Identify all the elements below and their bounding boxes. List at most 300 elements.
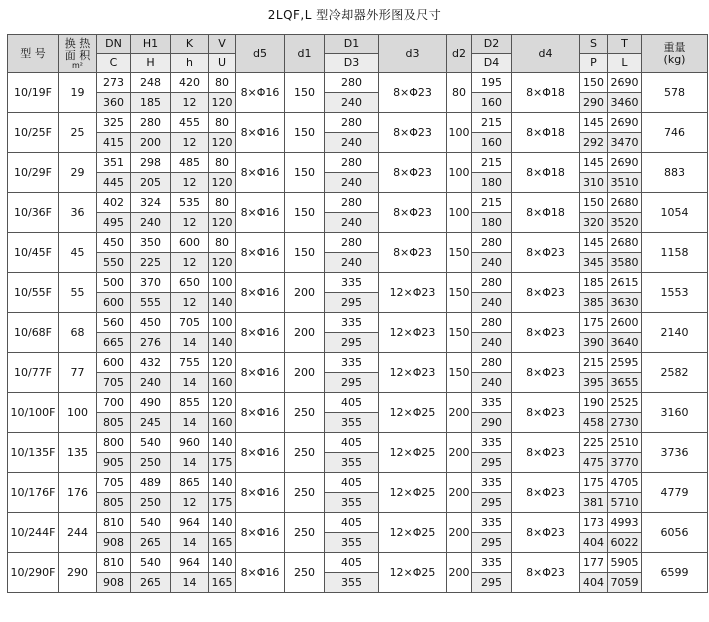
- cell-s: 215: [580, 353, 608, 373]
- cell-p: 381: [580, 493, 608, 513]
- cell-D3: 355: [325, 493, 379, 513]
- cell-s: 145: [580, 113, 608, 133]
- cell-D4: 295: [472, 533, 512, 553]
- cell-area: 19: [59, 73, 97, 113]
- cell-s: 175: [580, 473, 608, 493]
- header-u: U: [209, 54, 236, 73]
- table-row: [8, 573, 708, 593]
- cell-s: 150: [580, 193, 608, 213]
- cell-u: 160: [209, 373, 236, 393]
- cell-weight: 2582: [642, 353, 708, 393]
- cell-area: 244: [59, 513, 97, 553]
- cell-l: 3520: [608, 213, 642, 233]
- cell-model: 10/68F: [8, 313, 59, 353]
- cell-D4: 295: [472, 573, 512, 593]
- cell-u: 120: [209, 93, 236, 113]
- cell-s: 225: [580, 433, 608, 453]
- cell-t: 2680: [608, 193, 642, 213]
- cell-D2: 280: [472, 353, 512, 373]
- cell-hh: 12: [171, 293, 209, 313]
- cell-p: 395: [580, 373, 608, 393]
- cell-area: 290: [59, 553, 97, 593]
- cell-D4: 180: [472, 173, 512, 193]
- cell-area: 25: [59, 113, 97, 153]
- cell-dn: 402: [97, 193, 131, 213]
- cell-d1: 200: [285, 313, 325, 353]
- cell-D4: 240: [472, 293, 512, 313]
- cell-k: 960: [171, 433, 209, 453]
- cell-d5: 8×Φ16: [236, 353, 285, 393]
- header-v: V: [209, 35, 236, 54]
- cell-s: 175: [580, 313, 608, 333]
- header-area-unit: m²: [72, 60, 83, 70]
- header-area-line1: 换 热: [64, 36, 91, 50]
- cell-hh: 12: [171, 173, 209, 193]
- cell-h1: 280: [131, 113, 171, 133]
- cell-c: 805: [97, 413, 131, 433]
- cell-dn: 560: [97, 313, 131, 333]
- cell-v: 100: [209, 313, 236, 333]
- header-d5: d5: [236, 35, 285, 73]
- cell-D4: 160: [472, 93, 512, 113]
- cell-h: 185: [131, 93, 171, 113]
- cell-D3: 240: [325, 133, 379, 153]
- cell-v: 100: [209, 273, 236, 293]
- cell-d5: 8×Φ16: [236, 233, 285, 273]
- cell-v: 140: [209, 553, 236, 573]
- header-l: L: [608, 54, 642, 73]
- cell-dn: 500: [97, 273, 131, 293]
- cell-s: 190: [580, 393, 608, 413]
- cell-h: 200: [131, 133, 171, 153]
- cell-k: 455: [171, 113, 209, 133]
- cell-D1: 280: [325, 193, 379, 213]
- table-row: [8, 293, 708, 313]
- cell-s: 145: [580, 153, 608, 173]
- cell-v: 120: [209, 393, 236, 413]
- cell-d4: 8×Φ23: [512, 353, 580, 393]
- cell-hh: 14: [171, 573, 209, 593]
- cell-D2: 335: [472, 393, 512, 413]
- cell-c: 665: [97, 333, 131, 353]
- header-d4: d4: [512, 35, 580, 73]
- cell-dn: 351: [97, 153, 131, 173]
- cell-D1: 335: [325, 353, 379, 373]
- cell-hh: 12: [171, 493, 209, 513]
- cell-dn: 810: [97, 513, 131, 533]
- cell-d1: 250: [285, 393, 325, 433]
- cell-l: 3510: [608, 173, 642, 193]
- cell-p: 458: [580, 413, 608, 433]
- cell-t: 2680: [608, 233, 642, 253]
- cell-d1: 150: [285, 233, 325, 273]
- cell-l: 3655: [608, 373, 642, 393]
- cell-p: 320: [580, 213, 608, 233]
- cell-D4: 240: [472, 253, 512, 273]
- cell-model: 10/100F: [8, 393, 59, 433]
- cell-area: 45: [59, 233, 97, 273]
- cell-D1: 280: [325, 73, 379, 93]
- table-row: [8, 513, 708, 533]
- cell-D2: 280: [472, 233, 512, 253]
- cell-c: 415: [97, 133, 131, 153]
- cell-v: 140: [209, 513, 236, 533]
- cell-d5: 8×Φ16: [236, 193, 285, 233]
- cell-weight: 883: [642, 153, 708, 193]
- cell-s: 177: [580, 553, 608, 573]
- cell-v: 80: [209, 233, 236, 253]
- cell-p: 290: [580, 93, 608, 113]
- cell-d3: 12×Φ25: [379, 433, 447, 473]
- cell-v: 80: [209, 113, 236, 133]
- cell-k: 964: [171, 553, 209, 573]
- cell-d3: 12×Φ25: [379, 513, 447, 553]
- cell-d3: 12×Φ23: [379, 273, 447, 313]
- cell-dn: 273: [97, 73, 131, 93]
- cell-dn: 810: [97, 553, 131, 573]
- cell-s: 173: [580, 513, 608, 533]
- cell-k: 485: [171, 153, 209, 173]
- cell-d5: 8×Φ16: [236, 153, 285, 193]
- cell-area: 68: [59, 313, 97, 353]
- cell-area: 176: [59, 473, 97, 513]
- table-row: [8, 533, 708, 553]
- cell-u: 175: [209, 493, 236, 513]
- cell-D1: 405: [325, 513, 379, 533]
- cell-D3: 240: [325, 253, 379, 273]
- header-d2: d2: [447, 35, 472, 73]
- cell-d5: 8×Φ16: [236, 273, 285, 313]
- cell-D2: 280: [472, 313, 512, 333]
- cell-v: 80: [209, 73, 236, 93]
- header-h: H: [131, 54, 171, 73]
- cell-model: 10/290F: [8, 553, 59, 593]
- cell-d2: 150: [447, 313, 472, 353]
- cell-d4: 8×Φ18: [512, 73, 580, 113]
- cell-h1: 540: [131, 513, 171, 533]
- cell-l: 3630: [608, 293, 642, 313]
- cell-v: 120: [209, 353, 236, 373]
- cell-c: 495: [97, 213, 131, 233]
- cell-u: 120: [209, 213, 236, 233]
- table-row: [8, 93, 708, 113]
- cell-u: 120: [209, 173, 236, 193]
- cell-t: 4705: [608, 473, 642, 493]
- cell-u: 120: [209, 253, 236, 273]
- cell-k: 650: [171, 273, 209, 293]
- table-row: [8, 233, 708, 253]
- cell-hh: 12: [171, 213, 209, 233]
- cell-D1: 405: [325, 553, 379, 573]
- cell-D4: 180: [472, 213, 512, 233]
- cell-D3: 240: [325, 213, 379, 233]
- cell-u: 165: [209, 533, 236, 553]
- cell-d5: 8×Φ16: [236, 473, 285, 513]
- cell-hh: 14: [171, 533, 209, 553]
- cell-c: 445: [97, 173, 131, 193]
- header-p: P: [580, 54, 608, 73]
- cell-l: 3580: [608, 253, 642, 273]
- cell-d3: 8×Φ23: [379, 73, 447, 113]
- cell-d2: 200: [447, 393, 472, 433]
- cell-d3: 12×Φ25: [379, 393, 447, 433]
- cell-d1: 250: [285, 433, 325, 473]
- header-d3: d3: [379, 35, 447, 73]
- cell-d2: 200: [447, 553, 472, 593]
- table-row: [8, 553, 708, 573]
- cell-weight: 746: [642, 113, 708, 153]
- cell-t: 2600: [608, 313, 642, 333]
- cell-h1: 540: [131, 553, 171, 573]
- cell-D2: 215: [472, 193, 512, 213]
- cell-D4: 240: [472, 333, 512, 353]
- cell-D4: 290: [472, 413, 512, 433]
- cell-l: 3640: [608, 333, 642, 353]
- page-title: 2LQF,L 型冷却器外形图及尺寸: [267, 8, 442, 22]
- cell-D3: 295: [325, 333, 379, 353]
- cell-s: 185: [580, 273, 608, 293]
- cell-d4: 8×Φ18: [512, 113, 580, 153]
- cell-t: 4993: [608, 513, 642, 533]
- cell-u: 140: [209, 293, 236, 313]
- cell-h: 240: [131, 373, 171, 393]
- table-row: [8, 353, 708, 373]
- cell-u: 160: [209, 413, 236, 433]
- table-row: [8, 113, 708, 133]
- header-hh: h: [171, 54, 209, 73]
- cell-weight: 1553: [642, 273, 708, 313]
- cell-c: 550: [97, 253, 131, 273]
- table-row: [8, 213, 708, 233]
- cell-v: 80: [209, 193, 236, 213]
- cell-d2: 100: [447, 113, 472, 153]
- cell-area: 100: [59, 393, 97, 433]
- cell-d4: 8×Φ23: [512, 313, 580, 353]
- cell-h: 265: [131, 533, 171, 553]
- cell-D4: 240: [472, 373, 512, 393]
- cell-p: 292: [580, 133, 608, 153]
- cell-p: 475: [580, 453, 608, 473]
- cell-h1: 298: [131, 153, 171, 173]
- cell-D3: 295: [325, 293, 379, 313]
- cell-D1: 335: [325, 313, 379, 333]
- cell-d4: 8×Φ23: [512, 473, 580, 513]
- cell-c: 908: [97, 533, 131, 553]
- table-row: [8, 153, 708, 173]
- cell-d5: 8×Φ16: [236, 513, 285, 553]
- cell-c: 908: [97, 573, 131, 593]
- table-row: [8, 473, 708, 493]
- cell-dn: 325: [97, 113, 131, 133]
- cell-k: 420: [171, 73, 209, 93]
- cell-v: 140: [209, 433, 236, 453]
- header-D2: D2: [472, 35, 512, 54]
- cell-p: 345: [580, 253, 608, 273]
- cell-h1: 490: [131, 393, 171, 413]
- cell-p: 404: [580, 533, 608, 553]
- cell-d1: 150: [285, 193, 325, 233]
- cell-D3: 355: [325, 573, 379, 593]
- cell-k: 535: [171, 193, 209, 213]
- cell-D2: 215: [472, 153, 512, 173]
- cell-s: 145: [580, 233, 608, 253]
- table-row: [8, 393, 708, 413]
- cell-l: 3470: [608, 133, 642, 153]
- cell-h1: 432: [131, 353, 171, 373]
- cell-model: 10/176F: [8, 473, 59, 513]
- cell-d2: 200: [447, 473, 472, 513]
- cell-d4: 8×Φ18: [512, 193, 580, 233]
- cell-p: 310: [580, 173, 608, 193]
- cell-dn: 800: [97, 433, 131, 453]
- table-row: [8, 433, 708, 453]
- cell-d2: 100: [447, 153, 472, 193]
- table-row: [8, 253, 708, 273]
- cell-D2: 335: [472, 553, 512, 573]
- cell-d3: 12×Φ23: [379, 313, 447, 353]
- cell-t: 2690: [608, 113, 642, 133]
- header-s: S: [580, 35, 608, 54]
- cell-d1: 150: [285, 153, 325, 193]
- cell-t: 2525: [608, 393, 642, 413]
- cell-p: 385: [580, 293, 608, 313]
- cell-d3: 8×Φ23: [379, 193, 447, 233]
- cell-l: 6022: [608, 533, 642, 553]
- cell-D1: 280: [325, 113, 379, 133]
- cell-model: 10/77F: [8, 353, 59, 393]
- header-weight: [642, 35, 708, 73]
- cell-weight: 3160: [642, 393, 708, 433]
- cell-d3: 12×Φ25: [379, 553, 447, 593]
- header-row-top: [8, 35, 708, 54]
- cell-model: 10/55F: [8, 273, 59, 313]
- cell-c: 600: [97, 293, 131, 313]
- cell-hh: 14: [171, 333, 209, 353]
- cell-D4: 160: [472, 133, 512, 153]
- header-weight-unit: (kg): [663, 52, 686, 66]
- cell-D3: 355: [325, 453, 379, 473]
- cell-d4: 8×Φ18: [512, 153, 580, 193]
- cell-u: 165: [209, 573, 236, 593]
- cell-d2: 200: [447, 513, 472, 553]
- cell-d4: 8×Φ23: [512, 393, 580, 433]
- cell-area: 29: [59, 153, 97, 193]
- cell-h: 205: [131, 173, 171, 193]
- table-row: [8, 173, 708, 193]
- cell-hh: 12: [171, 93, 209, 113]
- cell-dn: 600: [97, 353, 131, 373]
- cell-D2: 195: [472, 73, 512, 93]
- cell-D3: 295: [325, 373, 379, 393]
- cell-weight: 4779: [642, 473, 708, 513]
- cell-d5: 8×Φ16: [236, 113, 285, 153]
- cell-D2: 215: [472, 113, 512, 133]
- cell-dn: 450: [97, 233, 131, 253]
- cell-D2: 335: [472, 433, 512, 453]
- cell-d2: 100: [447, 193, 472, 233]
- cell-D1: 280: [325, 233, 379, 253]
- cell-D1: 280: [325, 153, 379, 173]
- cell-h1: 324: [131, 193, 171, 213]
- cell-D1: 405: [325, 433, 379, 453]
- cell-h: 240: [131, 213, 171, 233]
- cell-area: 135: [59, 433, 97, 473]
- table-row: [8, 453, 708, 473]
- table-row: [8, 413, 708, 433]
- cell-D3: 240: [325, 173, 379, 193]
- cell-weight: 2140: [642, 313, 708, 353]
- table-row: [8, 313, 708, 333]
- table-row: [8, 193, 708, 213]
- cell-weight: 1054: [642, 193, 708, 233]
- header-weight-label: 重量: [663, 40, 686, 54]
- cell-h1: 350: [131, 233, 171, 253]
- cell-hh: 12: [171, 133, 209, 153]
- header-row-bottom: [8, 54, 708, 73]
- cell-d5: 8×Φ16: [236, 313, 285, 353]
- cell-area: 77: [59, 353, 97, 393]
- cell-d3: 8×Φ23: [379, 233, 447, 273]
- cell-model: 10/25F: [8, 113, 59, 153]
- cell-D1: 405: [325, 473, 379, 493]
- cell-k: 600: [171, 233, 209, 253]
- cell-h: 555: [131, 293, 171, 313]
- header-h1: H1: [131, 35, 171, 54]
- table-row: [8, 373, 708, 393]
- cell-d4: 8×Φ23: [512, 513, 580, 553]
- cell-weight: 6056: [642, 513, 708, 553]
- cell-d2: 200: [447, 433, 472, 473]
- cell-d2: 150: [447, 273, 472, 313]
- cell-d1: 200: [285, 273, 325, 313]
- cell-h: 276: [131, 333, 171, 353]
- cell-d5: 8×Φ16: [236, 73, 285, 113]
- table-row: [8, 73, 708, 93]
- cell-h: 250: [131, 453, 171, 473]
- cell-model: 10/45F: [8, 233, 59, 273]
- cell-model: 10/29F: [8, 153, 59, 193]
- header-D4: D4: [472, 54, 512, 73]
- cell-k: 865: [171, 473, 209, 493]
- cell-D2: 335: [472, 473, 512, 493]
- header-model: 型 号: [8, 35, 59, 73]
- header-d1: d1: [285, 35, 325, 73]
- cell-p: 404: [580, 573, 608, 593]
- cell-D3: 355: [325, 533, 379, 553]
- cell-d3: 12×Φ25: [379, 473, 447, 513]
- cell-k: 964: [171, 513, 209, 533]
- cell-weight: 6599: [642, 553, 708, 593]
- cell-d2: 150: [447, 353, 472, 393]
- header-t: T: [608, 35, 642, 54]
- cell-hh: 12: [171, 253, 209, 273]
- cell-model: 10/135F: [8, 433, 59, 473]
- cell-D1: 335: [325, 273, 379, 293]
- cell-c: 705: [97, 373, 131, 393]
- cell-h1: 248: [131, 73, 171, 93]
- cell-l: 5710: [608, 493, 642, 513]
- table-row: [8, 493, 708, 513]
- cell-l: 2730: [608, 413, 642, 433]
- cell-u: 120: [209, 133, 236, 153]
- table-row: [8, 333, 708, 353]
- cell-t: 2510: [608, 433, 642, 453]
- cell-D4: 295: [472, 493, 512, 513]
- cell-area: 36: [59, 193, 97, 233]
- cell-d3: 8×Φ23: [379, 113, 447, 153]
- cell-d3: 12×Φ23: [379, 353, 447, 393]
- cell-t: 2595: [608, 353, 642, 373]
